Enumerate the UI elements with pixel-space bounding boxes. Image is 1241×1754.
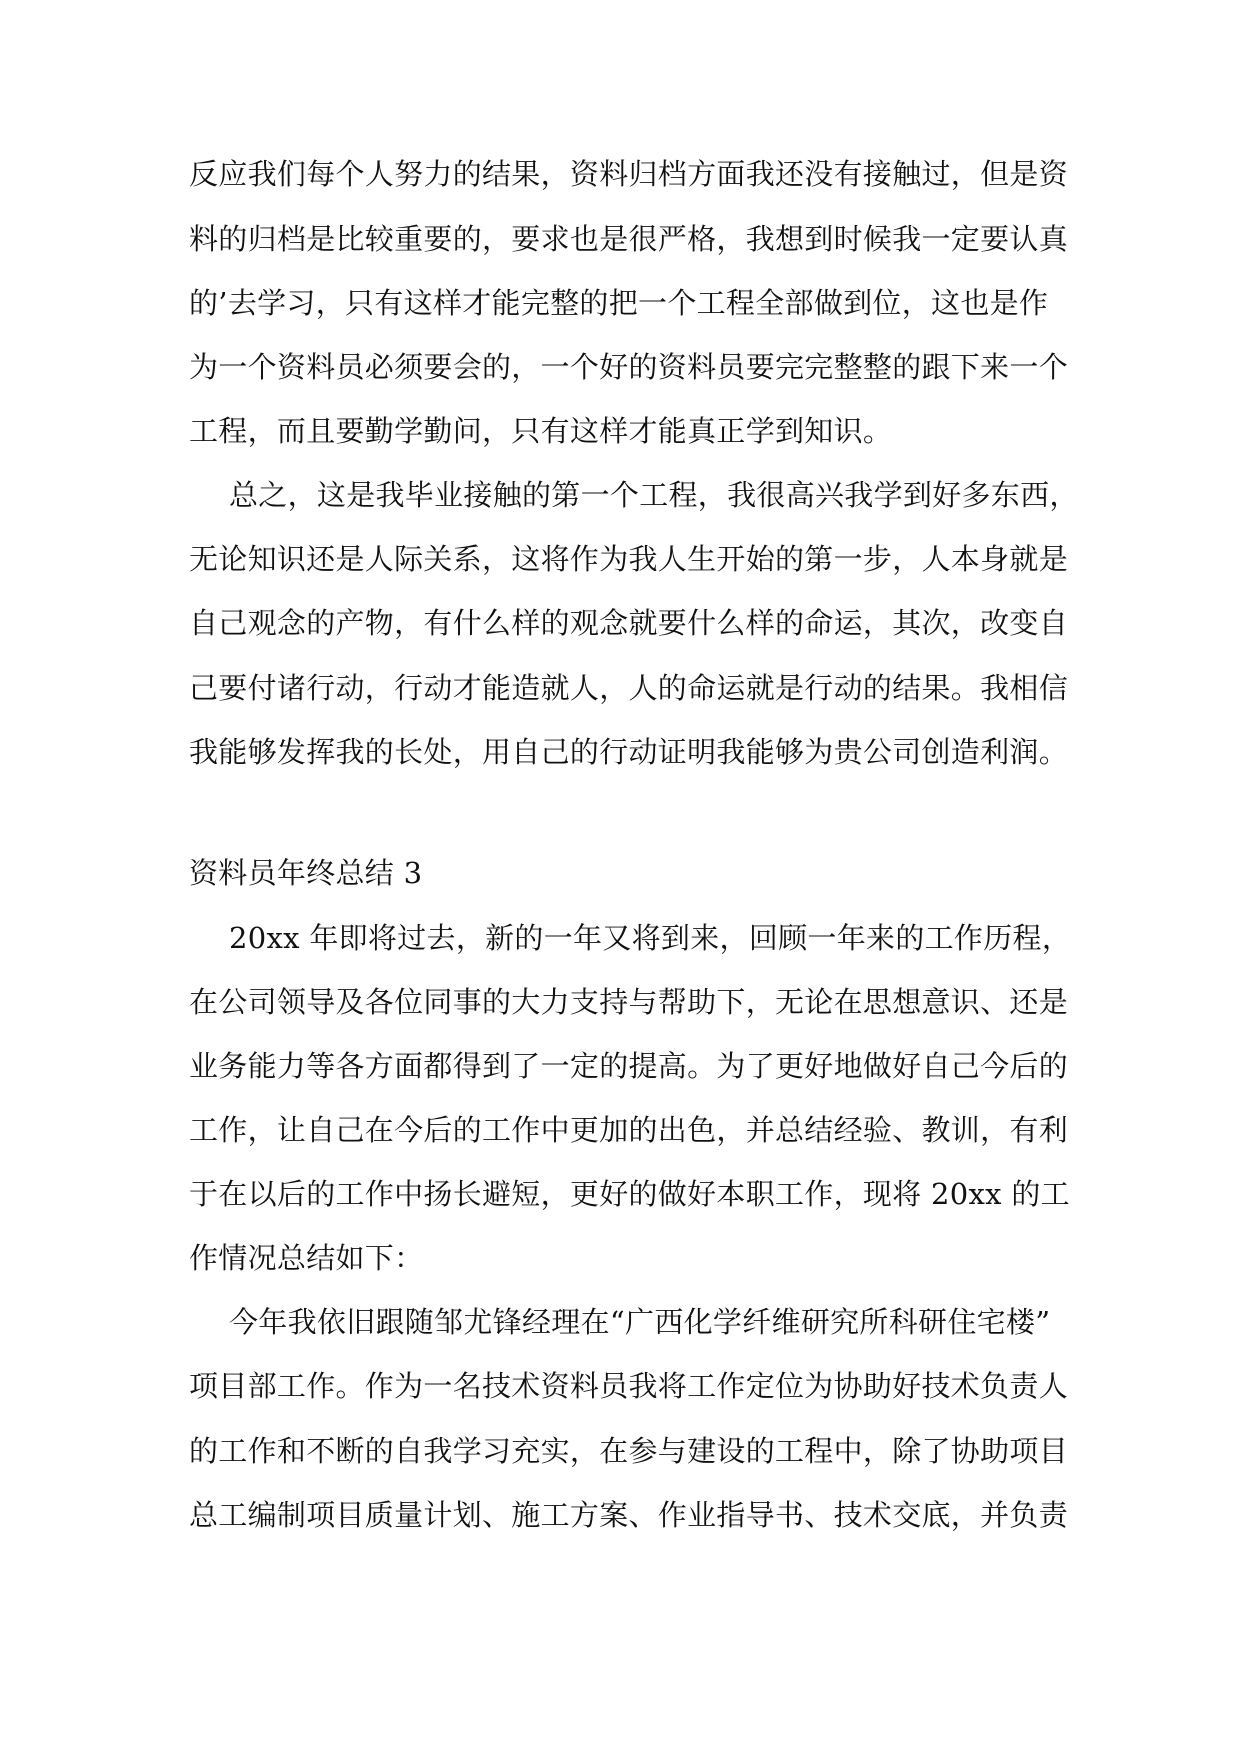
- paragraph-1-line: 料的归档是比较重要的，要求也是很严格，我想到时候我一定要认真: [189, 222, 1069, 256]
- paragraph-2-line: 无论知识还是人际关系，这将作为我人生开始的第一步，人本身就是: [189, 542, 1069, 576]
- paragraph-2-line: 我能够发挥我的长处，用自己的行动证明我能够为贵公司创造利润。: [189, 735, 1069, 769]
- paragraph-2-line: 己要付诸行动，行动才能造就人，人的命运就是行动的结果。我相信: [189, 671, 1069, 705]
- paragraph-4-line: 项目部工作。作为一名技术资料员我将工作定位为协助好技术负责人: [189, 1369, 1069, 1403]
- paragraph-2-line: 总之，这是我毕业接触的第一个工程，我很高兴我学到好多东西，: [229, 478, 1079, 512]
- paragraph-4-line: 的工作和不断的自我学习充实，在参与建设的工程中，除了协助项目: [189, 1434, 1069, 1468]
- paragraph-3-line: 工作，让自己在今后的工作中更加的出色，并总结经验、教训，有利: [189, 1113, 1069, 1147]
- paragraph-3-line: 在公司领导及各位同事的大力支持与帮助下，无论在思想意识、还是: [189, 985, 1069, 1019]
- paragraph-1-line: 为一个资料员必须要会的，一个好的资料员要完完整整的跟下来一个: [189, 350, 1069, 384]
- paragraph-3-line: 业务能力等各方面都得到了一定的提高。为了更好地做好自己今后的: [189, 1049, 1069, 1083]
- paragraph-3-line: 作情况总结如下：: [189, 1241, 424, 1275]
- paragraph-1-line: 的’去学习，只有这样才能完整的把一个工程全部做到位，这也是作: [189, 286, 1049, 320]
- paragraph-4-line: 今年我依旧跟随邹尤锋经理在“广西化学纤维研究所科研住宅楼”: [229, 1305, 1051, 1339]
- paragraph-1-line: 工程，而且要勤学勤问，只有这样才能真正学到知识。: [189, 414, 893, 448]
- paragraph-4-line: 总工编制项目质量计划、施工方案、作业指导书、技术交底，并负责: [189, 1498, 1069, 1532]
- paragraph-2-line: 自己观念的产物，有什么样的观念就要什么样的命运，其次，改变自: [189, 606, 1069, 640]
- paragraph-1-line: 反应我们每个人努力的结果，资料归档方面我还没有接触过，但是资: [189, 157, 1069, 191]
- section-title: 资料员年终总结 3: [189, 856, 423, 890]
- paragraph-3-line: 于在以后的工作中扬长避短，更好的做好本职工作，现将 20xx 的工: [189, 1177, 1070, 1211]
- paragraph-3-line: 20xx 年即将过去，新的一年又将到来，回顾一年来的工作历程，: [229, 921, 1072, 955]
